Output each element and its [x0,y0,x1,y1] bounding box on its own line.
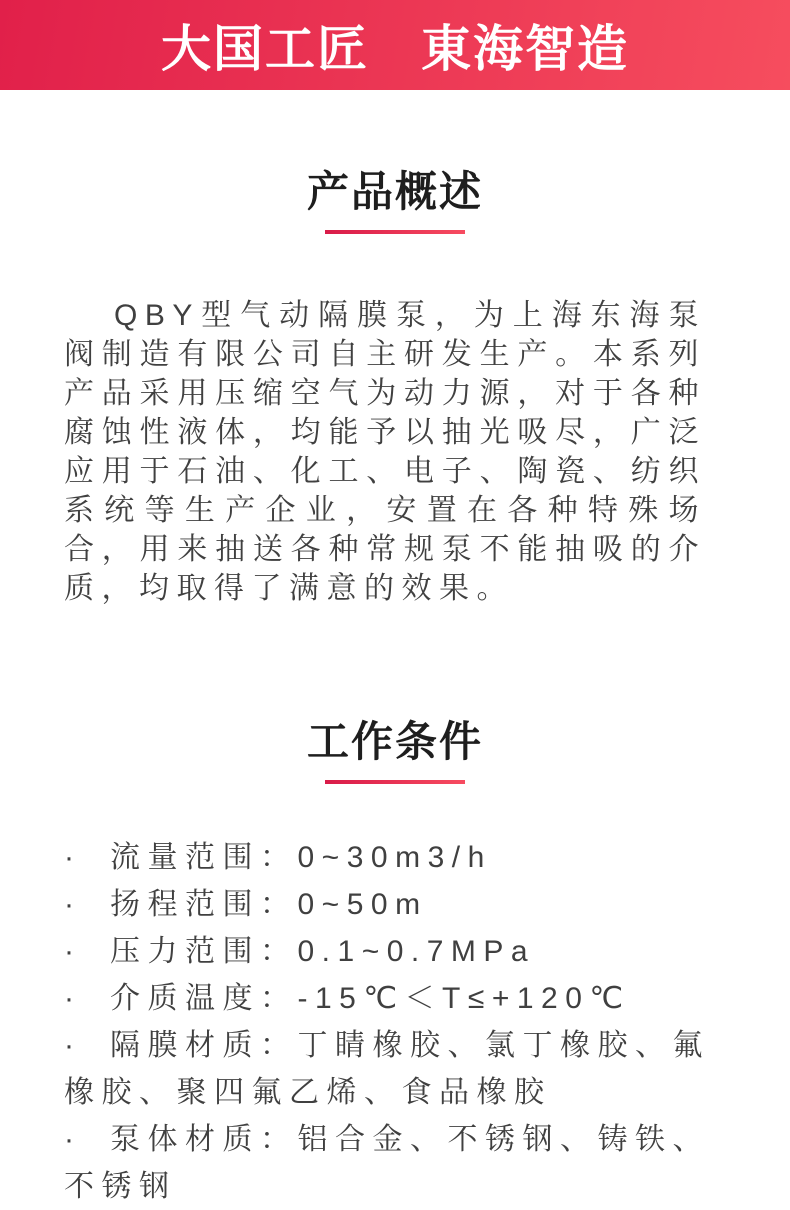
spec-value: -15℃＜T≤+120℃ [297,982,631,1016]
spec-value: 0~30m3/h [297,841,492,875]
banner-title: 大国工匠 東海智造 [161,21,629,77]
spec-label: 流量范围 [110,841,260,875]
spec-item [64,975,710,1022]
spec-separator: ： [260,1029,298,1063]
spec-value: 铝合金、不锈钢、铸铁、不锈钢 [64,1123,710,1204]
spec-label: 隔膜材质 [110,1029,260,1063]
spec-separator: ： [260,982,298,1016]
spec-label: 扬程范围 [110,888,260,922]
conditions-section-title: 工作条件 [306,718,483,766]
bullet-dot-icon: · [64,888,74,922]
overview-title-underline [325,230,465,234]
brand-banner [0,0,790,90]
spec-item [64,881,710,928]
spec-item [64,834,710,881]
spec-item [64,1022,710,1116]
bullet-dot-icon: · [64,1123,74,1157]
spec-separator: ： [260,888,298,922]
spec-label: 压力范围 [110,935,260,969]
spec-value: 丁睛橡胶、氯丁橡胶、氟橡胶、聚四氟乙烯、食品橡胶 [64,1029,710,1110]
overview-section [0,90,790,608]
bullet-dot-icon: · [64,982,74,1016]
spec-label: 泵体材质 [110,1123,260,1157]
bullet-dot-icon: · [64,841,74,875]
spec-separator: ： [260,841,298,875]
spec-label: 介质温度 [110,982,260,1016]
spec-separator: ： [260,935,298,969]
overview-paragraph: QBY型气动隔膜泵，为上海东海泵阀制造有限公司自主研发生产。本系列产品采用压缩空气为动力源，对于各种腐蚀性液体，均能予以抽光吸尽，广泛应用于石油、化工、电子、陶瓷、纺织系统等生产企业，安置在各种特殊场合，用来抽送各种常规泵不能抽吸的介质，均取得了满意的效果。 [64,299,706,606]
spec-list [64,834,710,1210]
spec-separator: ： [260,1123,298,1157]
spec-value: 0.1~0.7MPa [297,935,536,969]
bullet-dot-icon: · [64,935,74,969]
conditions-title-underline [325,780,465,784]
overview-section-title: 产品概述 [306,168,483,215]
working-conditions-section [0,608,790,1210]
spec-item [64,1116,710,1210]
bullet-dot-icon: · [64,1029,74,1063]
spec-item [64,928,710,975]
spec-value: 0~50m [297,888,428,922]
